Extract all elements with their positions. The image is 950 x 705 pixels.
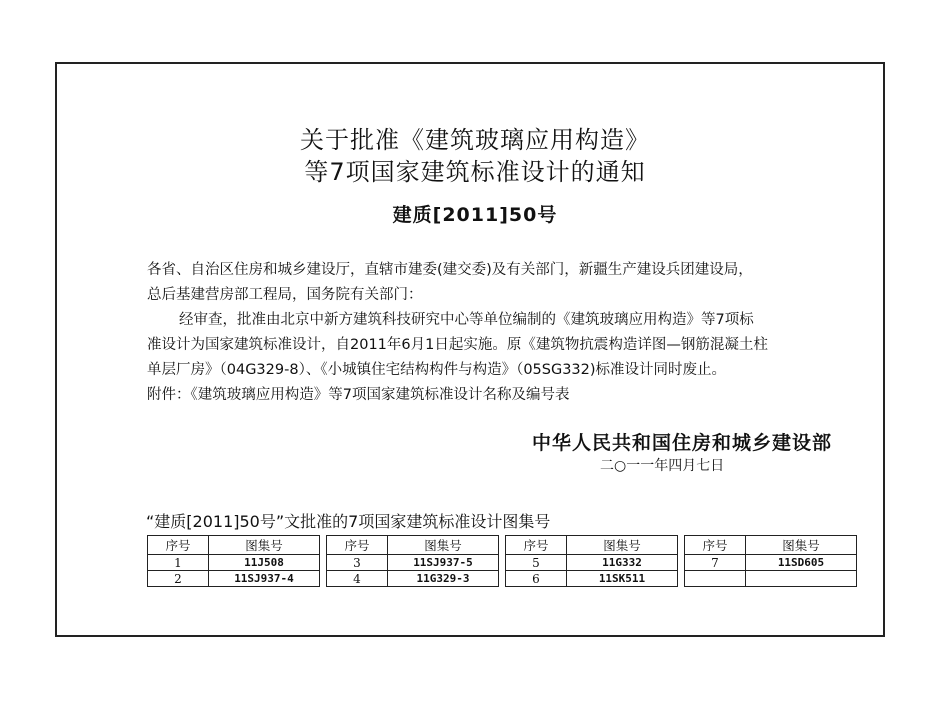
header-no: 序号 [327,536,388,555]
table-caption: “建质[2011]50号”文批准的7项国家建筑标准设计图集号 [146,512,551,531]
issuing-authority: 中华人民共和国住房和城乡建设部 [531,432,832,454]
body-paragraph-line-1: 经审查，批准由北京中新方建筑科技研究中心等单位编制的《建筑玻璃应用构造》等7项标 [179,312,754,328]
cell-code: 11SJ937-5 [388,555,499,571]
notice-title-line-1: 关于批准《建筑玻璃应用构造》 [300,126,650,154]
cell-no: 2 [148,571,209,587]
cell-no: 7 [685,555,746,571]
cell-code: 11SK511 [567,571,678,587]
cell-no: 3 [327,555,388,571]
atlas-number-table [147,535,857,587]
notice-title-line-2: 等7项国家建筑标准设计的通知 [304,158,646,186]
table-row [148,571,857,587]
document-number: 建质[2011]50号 [392,204,558,226]
attachment-line: 附件：《建筑玻璃应用构造》等7项国家建筑标准设计名称及编号表 [147,387,570,403]
header-no: 序号 [685,536,746,555]
cell-code: 11J508 [209,555,320,571]
cell-code [746,571,857,587]
table-row [148,555,857,571]
cell-code: 11G329-3 [388,571,499,587]
cell-no: 6 [506,571,567,587]
body-paragraph-line-2: 准设计为国家建筑标准设计，自2011年6月1日起实施。原《建筑物抗震构造详图—钢筋混凝土柱 [147,337,768,353]
body-paragraph-line-3: 单层厂房》（04G329-8）、《小城镇住宅结构构件与构造》（05SG332)标准设计同时废止。 [147,362,727,378]
cell-code: 11SJ937-4 [209,571,320,587]
cell-no [685,571,746,587]
header-code: 图集号 [209,536,320,555]
table-header-row [148,536,857,555]
cell-code: 11G332 [567,555,678,571]
header-code: 图集号 [388,536,499,555]
header-no: 序号 [506,536,567,555]
issue-date: 二○一一年四月七日 [600,458,725,474]
cell-code: 11SD605 [746,555,857,571]
cell-no: 4 [327,571,388,587]
addressee-line-2: 总后基建营房部工程局，国务院有关部门： [147,287,423,303]
header-code: 图集号 [746,536,857,555]
header-code: 图集号 [567,536,678,555]
header-no: 序号 [148,536,209,555]
cell-no: 1 [148,555,209,571]
cell-no: 5 [506,555,567,571]
addressee-line-1: 各省、自治区住房和城乡建设厅，直辖市建委(建交委)及有关部门，新疆生产建设兵团建设局， [147,262,753,278]
